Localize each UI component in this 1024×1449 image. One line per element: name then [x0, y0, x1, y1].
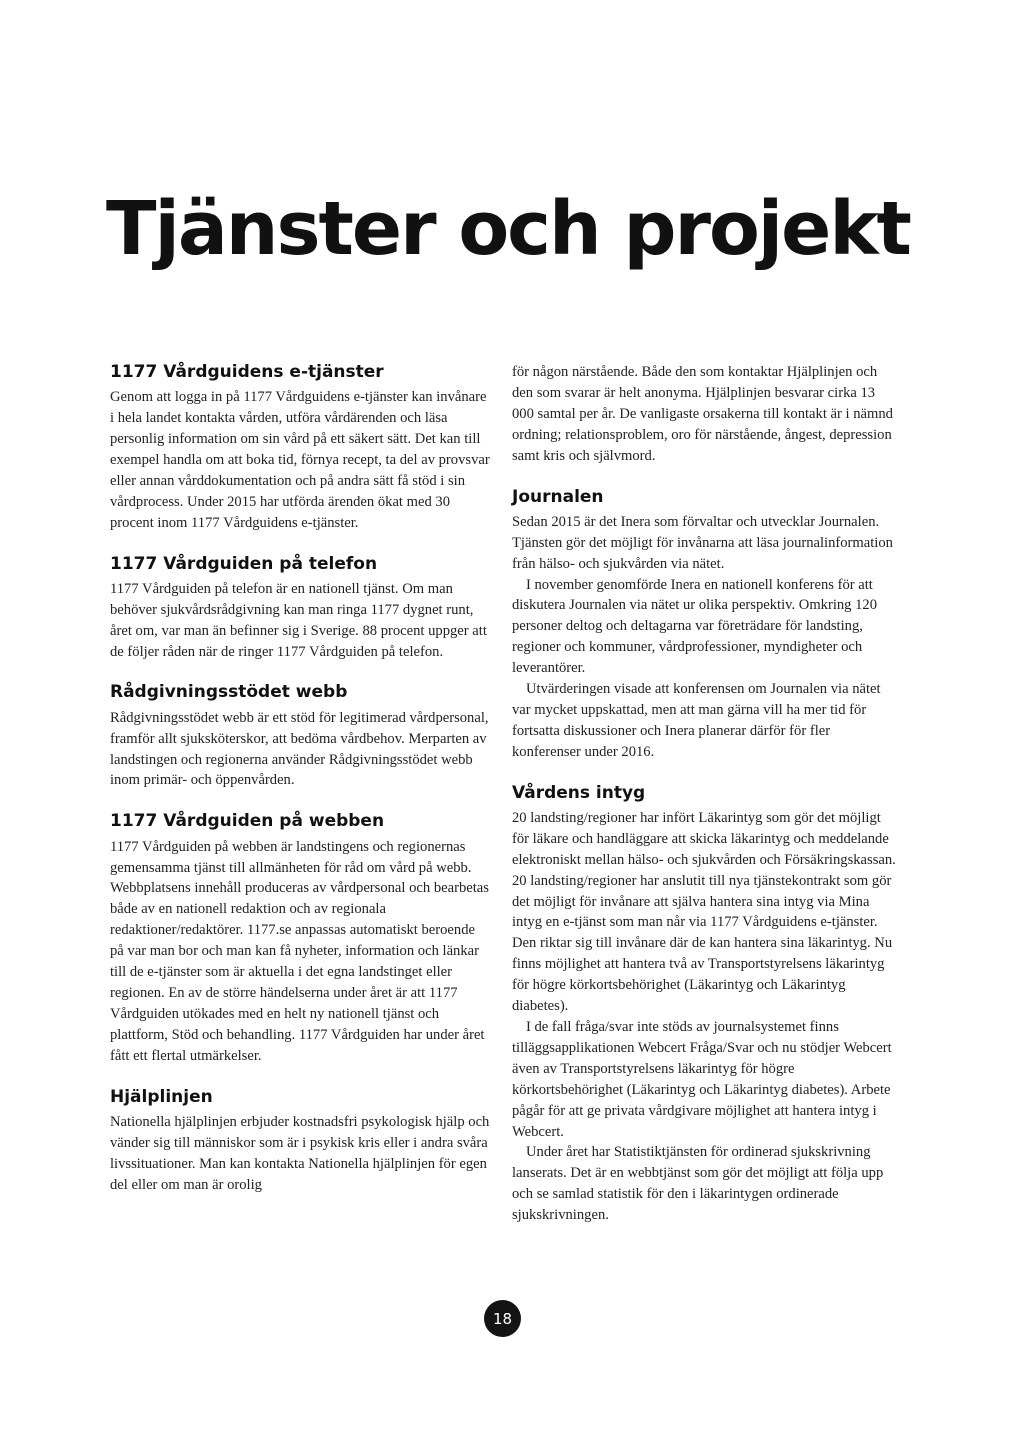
page-title: Tjänster och projekt: [106, 186, 910, 272]
section-paragraph: 20 landsting/regioner har infört Läkarintyg som gör det möjligt för läkare och handläggare att skicka läkarintyg och meddelande elektroniskt mellan hälso- och sjukvården och Försäkringskassan. 20 landsting/regioner har anslutit till nya tjänstekontrakt som gör det möjligt för invånare att själva hantera sina intyg via Mina intyg en e-tjänst som man når via 1177 Vårdguidens e-tjänster. Den riktar sig till invånare där de kan hantera sina läkarintyg. Nu finns möjlighet att hantera två av Transportstyrelsens läkarintyg för högre körkortsbehörighet (Läkarintyg och Läkarintyg diabetes).: [512, 809, 896, 1015]
section-heading: 1177 Vårdguiden på telefon: [110, 553, 378, 574]
section-e-tjanster: [110, 362, 492, 534]
section-paragraph: Rådgivningsstödet webb är ett stöd för legitimerad vårdpersonal, framför allt sjuksköterskor, att bedöma vårdbehov. Merparten av landstingen och regionerna använder Rådgivningsstödet webb inom primär- och öppenvården.: [110, 709, 489, 789]
section-paragraph: Utvärderingen visade att konferensen om Journalen via nätet var mycket uppskattad, men att man gärna vill ha mer tid för fortsatta diskussioner och Inera planerar därför för fler konferenser under 2016.: [512, 681, 881, 760]
section-heading: Journalen: [512, 486, 604, 507]
section-paragraph: för någon närstående. Både den som kontaktar Hjälplinjen och den som svarar är helt anonyma. Hjälplinjen besvarar cirka 13 000 samtal per år. De vanligaste orsakerna till kontakt är i nämnd ordning; relationsproblem, oro för närstående, ångest, depression samt kris och självmord.: [512, 364, 893, 464]
section-journalen: [512, 487, 897, 763]
section-heading: 1177 Vårdguiden på webben: [110, 811, 385, 832]
section-vardens-intyg: [512, 783, 897, 1226]
section-webben: [110, 811, 492, 1066]
section-paragraph: I de fall fråga/svar inte stöds av journalsystemet finns tilläggsapplikationen Webcert Fråga/Svar och nu stödjer Webcert även av Transportstyrelsens läkarintyg för högre körkortsbehörighet (Läkarintyg och Läkarintyg diabetes). Arbete pågår för att ge privata vårdgivare möjlighet att hantera intyg i Webcert.: [512, 1018, 892, 1140]
section-heading: Rådgivningsstödet webb: [110, 682, 348, 703]
left-column: [110, 362, 492, 1215]
section-heading: Hjälplinjen: [110, 1086, 213, 1107]
section-paragraph: Sedan 2015 är det Inera som förvaltar och utvecklar Journalen. Tjänsten gör det möjligt för invånarna att läsa journalinformation från hälso- och sjukvården via nätet.: [512, 513, 893, 572]
section-heading: Vårdens intyg: [512, 782, 646, 803]
section-hjalplinjen-continued: [512, 362, 897, 467]
section-paragraph: 1177 Vårdguiden på webben är landstingens och regionernas gemensamma tjänst till allmänheten för råd om vård på webb. Webbplatsens innehåll produceras av vårdpersonal och bearbetas både av en nationell redaktion och av regionala redaktioner/redaktörer. 1177.se anpassas automatiskt beroende på var man bor och man kan få nyheter, information och länkar till de e-tjänster som är aktuella i det egna landstinget eller regionen. En av de större händelserna under året är att 1177 Vårdguiden utökades med en helt ny nationell tjänst och plattform, Stöd och behandling. 1177 Vårdguiden har under året fått ett flertal utmärkelser.: [110, 838, 489, 1064]
section-paragraph: I november genomförde Inera en nationell konferens för att diskutera Journalen via nätet ur olika perspektiv. Omkring 120 personer deltog och deltagarna var företrädare för landsting, regioner och kommuner, vårdprofessioner, myndigheter och leverantörer.: [512, 576, 878, 677]
page-number-badge: 18: [484, 1300, 521, 1337]
right-column: [512, 362, 897, 1246]
section-paragraph: Under året har Statistiktjänsten för ordinerad sjukskrivning lanserats. Det är en webbtjänst som gör det möjligt att följa upp och se samlad statistik för den i läkarintygen ordinerade sjukskrivningen.: [512, 1144, 884, 1224]
section-paragraph: Nationella hjälplinjen erbjuder kostnadsfri psykologisk hjälp och vänder sig till människor som är i psykisk kris eller i andra svåra livssituationer. Man kan kontakta Nationella hjälplinjen för egen del eller om man är orolig: [110, 1113, 490, 1193]
section-paragraph: 1177 Vårdguiden på telefon är en nationell tjänst. Om man behöver sjukvårdsrådgivning kan man ringa 1177 dygnet runt, året om, var man än befinner sig i Sverige. 88 procent uppger att de följer råden när de ringer 1177 Vårdguiden på telefon.: [110, 580, 487, 660]
section-hjalplinjen: [110, 1087, 492, 1196]
section-heading: 1177 Vårdguidens e-tjänster: [110, 362, 384, 382]
section-radgivningsstodet: [110, 682, 492, 791]
section-telefon: [110, 554, 492, 663]
section-paragraph: Genom att logga in på 1177 Vårdguidens e-tjänster kan invånare i hela landet kontakta vården, utföra vårdärenden och läsa personlig information om sin vård på ett säkert sätt. Det kan till exempel handla om att boka tid, förnya recept, ta del av provsvar eller annan vårddokumentation och på andra sätt få stöd i sin vårdprocess. Under 2015 har utförda ärenden ökat med 30 procent inom 1177 Vårdguidens e-tjänster.: [110, 389, 490, 531]
